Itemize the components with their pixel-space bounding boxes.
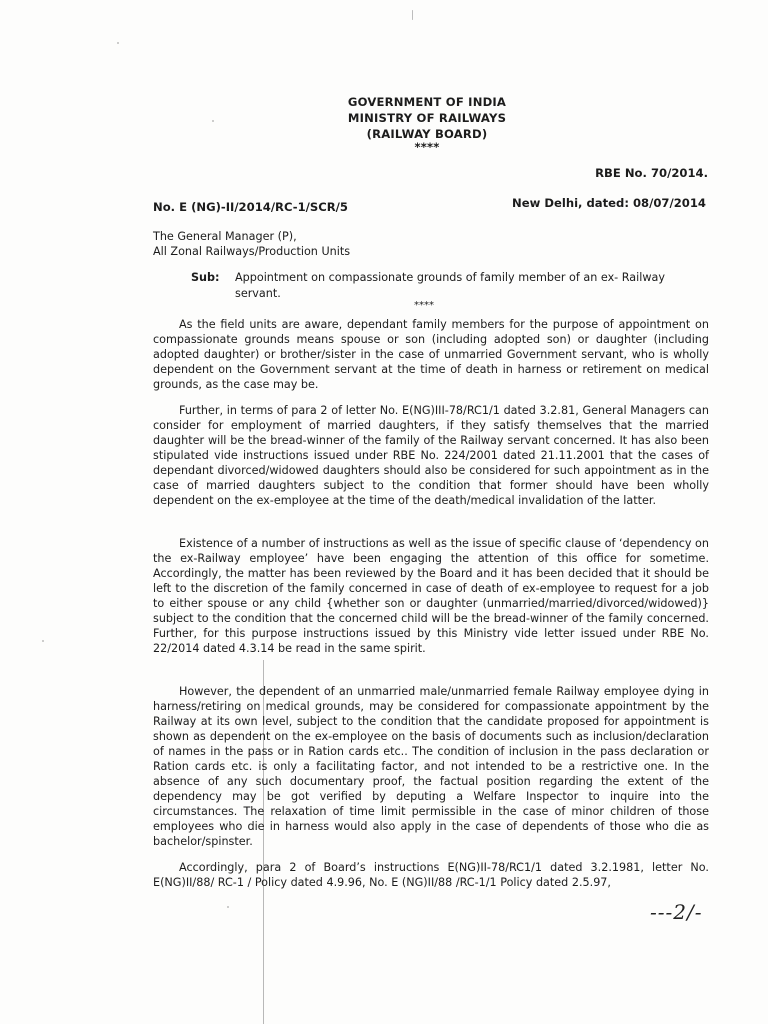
- place-date: New Delhi, dated: 08/07/2014: [512, 196, 706, 210]
- letterhead-government: GOVERNMENT OF INDIA: [347, 95, 507, 109]
- addressee-line-1: The General Manager (P),: [153, 230, 297, 243]
- letterhead-stars: ****: [414, 140, 440, 154]
- separator-stars: ****: [414, 300, 434, 311]
- reference-number: No. E (NG)-II/2014/RC-1/SCR/5: [153, 200, 348, 214]
- letterhead: [0, 94, 768, 152]
- scan-artifact-dot: [117, 42, 119, 44]
- scan-artifact-dot: [227, 906, 229, 908]
- rbe-number: RBE No. 70/2014.: [595, 166, 708, 180]
- subject: [191, 270, 711, 302]
- paragraph-4: However, the dependent of an unmarried male/unmarried female Railway employee dying in harness/retiring on medical grounds, may be considered for compassionate appointment by the Railway at its own level, subject to the condition that the candidate proposed for appointment is shown as dependent on the ex-employee on the basis of documents such as inclusion/declaration of names in the pass or in Ration cards etc.. The condition of inclusion in the pass declaration or Ration cards etc. is only a facilitating factor, and not intended to be a restrictive one. In the absence of any such documentary proof, the factual position regarding the extent of the dependency may be got verified by deputing a Welfare Inspector to inquire into the circumstances. The relaxation of time limit permissible in the case of minor children of those employees who die in harness would also apply in the case of dependents of those who die as bachelor/spinster.: [153, 685, 709, 848]
- paragraph-3: Existence of a number of instructions as well as the issue of specific clause of ‘dependency on the ex-Railway employee’ have been engaging the attention of this office for sometime. Accordingly, the matter has been reviewed by the Board and it has been decided that it should be left to the discretion of the family concerned in case of death of ex-employee to request for a job to either spouse or any child {whether son or daughter (unmarried/married/divorced/widowed)} subject to the condition that the concerned child will be the bread-winner of the family concerned. Further, for this purpose instructions issued by this Ministry vide letter issued under RBE No. 22/2014 dated 4.3.14 be read in the same spirit.: [153, 537, 709, 655]
- page-continuation-mark: ---2/-: [650, 900, 703, 924]
- letterhead-ministry: MINISTRY OF RAILWAYS: [347, 111, 507, 125]
- addressee-line-2: All Zonal Railways/Production Units: [153, 245, 351, 258]
- paragraph-1: As the field units are aware, dependant family members for the purpose of appointment on compassionate grounds means spouse or son (including adopted son) or daughter (including adopted daughter) or brother/sister in the case of unmarried Government servant, who is wholly dependent on the Government servant at the time of death in harness or retirement on medical grounds, as the case may be.: [153, 318, 709, 391]
- subject-text-line-2: servant.: [235, 287, 281, 300]
- addressee: [153, 229, 350, 259]
- scan-artifact-dot: [42, 640, 44, 642]
- paragraph-5: Accordingly, para 2 of Board’s instructions E(NG)II-78/RC1/1 dated 3.2.1981, letter No. E(NG)II/88/ RC-1 / Policy dated 4.9.96, No. E (NG)II/88 /RC-1/1 Policy dated 2.5.97,: [153, 861, 709, 889]
- subject-label: Sub:: [191, 271, 220, 284]
- letterhead-board: (RAILWAY BOARD): [366, 127, 488, 141]
- subject-text-line-1: Appointment on compassionate grounds of family member of an ex- Railway: [235, 271, 666, 284]
- paragraph-2: Further, in terms of para 2 of letter No. E(NG)III-78/RC1/1 dated 3.2.81, General Managers can consider for employment of married daughters, if they satisfy themselves that the married daughter will be the bread-winner of the family of the Railway servant concerned. It has also been stipulated vide instructions issued under RBE No. 224/2001 dated 21.11.2001 that the cases of dependant divorced/widowed daughters should also be considered for such appointment as in the case of married daughters subject to the condition that former should have been wholly dependent on the ex-employee at the time of the death/medical invalidation of the latter.: [153, 404, 709, 507]
- scan-artifact-mark: [412, 10, 413, 20]
